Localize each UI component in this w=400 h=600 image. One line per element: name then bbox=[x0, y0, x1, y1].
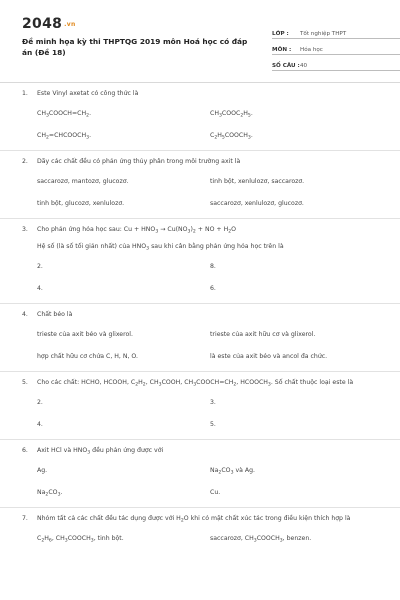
question-stem bbox=[22, 446, 378, 456]
answer-option[interactable]: 4. bbox=[37, 421, 43, 428]
site-logo[interactable] bbox=[22, 16, 76, 32]
document-meta bbox=[272, 26, 400, 74]
question-number: 1. bbox=[22, 90, 28, 97]
answer-option[interactable]: saccarozơ, mantozơ, glucozơ. bbox=[37, 178, 129, 185]
question-text: Dãy các chất đều có phản ứng thủy phân trong môi trường axit là bbox=[37, 158, 241, 165]
question-number: 3. bbox=[22, 226, 28, 233]
answer-grid bbox=[37, 262, 378, 293]
answer-grid bbox=[37, 534, 378, 543]
meta-label: MÔN : bbox=[272, 46, 292, 53]
question-number: 7. bbox=[22, 515, 28, 522]
answer-grid bbox=[37, 109, 378, 140]
question-text: Chất béo là bbox=[37, 311, 73, 318]
header bbox=[18, 12, 382, 82]
answer-option[interactable]: $CH_3COOCH=CH_2$. bbox=[37, 110, 92, 119]
question-2 bbox=[18, 151, 382, 219]
meta-row-subject bbox=[272, 42, 400, 55]
meta-label: SỐ CÂU : bbox=[272, 62, 300, 69]
question-text: Nhóm tất cả các chất đều tác dụng được với $H_2O$ khi có mặt chất xúc tác trong điều kiện thích hợp là bbox=[37, 515, 351, 524]
answer-option[interactable]: 5. bbox=[210, 421, 216, 428]
answer-option[interactable]: saccarozơ, xenlulozơ, glucozơ. bbox=[210, 200, 304, 207]
answer-grid bbox=[37, 398, 378, 429]
answer-option[interactable]: $C_2H_6$, $CH_3COOCH_3$, tinh bột. bbox=[37, 535, 124, 544]
answer-option[interactable]: trieste của axit béo và glixerol. bbox=[37, 331, 133, 338]
answer-grid bbox=[37, 466, 378, 497]
answer-option[interactable]: $CH_3COOC_2H_5$. bbox=[210, 110, 253, 119]
answer-option[interactable]: 3. bbox=[210, 399, 216, 406]
question-number: 2. bbox=[22, 158, 28, 165]
answer-option[interactable]: 4. bbox=[37, 285, 43, 292]
answer-option[interactable]: $Na_2CO_3$ và Ag. bbox=[210, 467, 256, 476]
meta-row-count bbox=[272, 58, 400, 71]
answer-option[interactable]: là este của axit béo và ancol đa chức. bbox=[210, 353, 328, 360]
answer-option[interactable]: tinh bột, glucozơ, xenlulozơ. bbox=[37, 200, 125, 207]
answer-option[interactable]: Cu. bbox=[210, 489, 221, 496]
question-1 bbox=[18, 83, 382, 151]
answer-option[interactable]: saccarozơ, $CH_3COOCH_3$, benzen. bbox=[210, 535, 312, 544]
question-text: Este Vinyl axetat có công thức là bbox=[37, 90, 139, 97]
question-4 bbox=[18, 304, 382, 372]
answer-option[interactable]: 8. bbox=[210, 263, 216, 270]
answer-option[interactable]: $Na_2CO_3$. bbox=[37, 489, 63, 498]
logo-suffix: .vn bbox=[64, 21, 76, 28]
meta-value: Hóa học bbox=[300, 46, 323, 53]
logo-main: 2048 bbox=[22, 16, 63, 32]
question-text: Axit HCl và $HNO_3$ đều phản ứng được với bbox=[37, 447, 164, 456]
answer-option[interactable]: $CH_2=CHCOOCH_3$. bbox=[37, 132, 92, 141]
question-text: Cho phản ứng hóa học sau: $Cu + HNO_3 \to Cu(NO_3)_2$ + NO + $H_2O$ bbox=[37, 226, 237, 235]
question-text: Cho các chất: HCHO, HCOOH, $C_2H_2$, $CH_3COOH$, $CH_3COOCH=CH_2$, $HCOOCH_3$. Số chất thuộc loại este là bbox=[37, 379, 354, 388]
question-6 bbox=[18, 440, 382, 508]
answer-grid bbox=[37, 177, 378, 208]
meta-value: 40 bbox=[300, 62, 308, 69]
question-3 bbox=[18, 219, 382, 304]
question-stem bbox=[22, 89, 378, 99]
question-stem bbox=[22, 310, 378, 320]
question-subtext: Hệ số (là số tối giản nhất) của $HNO_3$ sau khi cân bằng phản ứng hóa học trên là bbox=[37, 243, 284, 252]
question-stem bbox=[22, 225, 378, 235]
question-number: 5. bbox=[22, 379, 28, 386]
answer-option[interactable]: $C_2H_5COOCH_3$. bbox=[210, 132, 253, 141]
answer-grid bbox=[37, 330, 378, 361]
question-list bbox=[18, 83, 382, 543]
answer-option[interactable]: trieste của axit hữu cơ và glixerol. bbox=[210, 331, 316, 338]
document-title: Đề minh họa kỳ thi THPTQG 2019 môn Hoá học có đáp án (Đề 18) bbox=[22, 37, 248, 57]
answer-option[interactable]: tinh bột, xenlulozơ, saccarozơ. bbox=[210, 178, 305, 185]
meta-value: Tốt nghiệp THPT bbox=[300, 30, 347, 37]
question-stem bbox=[22, 378, 378, 388]
answer-option[interactable]: 6. bbox=[210, 285, 216, 292]
answer-option[interactable]: hợp chất hữu cơ chứa C, H, N, O. bbox=[37, 353, 138, 360]
question-stem bbox=[22, 157, 378, 167]
meta-row-class bbox=[272, 26, 400, 39]
question-5 bbox=[18, 372, 382, 440]
question-stem bbox=[22, 514, 378, 524]
answer-option[interactable]: 2. bbox=[37, 263, 43, 270]
answer-option[interactable]: Ag. bbox=[37, 467, 48, 474]
answer-option[interactable]: 2. bbox=[37, 399, 43, 406]
question-number: 6. bbox=[22, 447, 28, 454]
question-number: 4. bbox=[22, 311, 28, 318]
question-7 bbox=[18, 508, 382, 543]
meta-label: LỚP : bbox=[272, 30, 289, 37]
